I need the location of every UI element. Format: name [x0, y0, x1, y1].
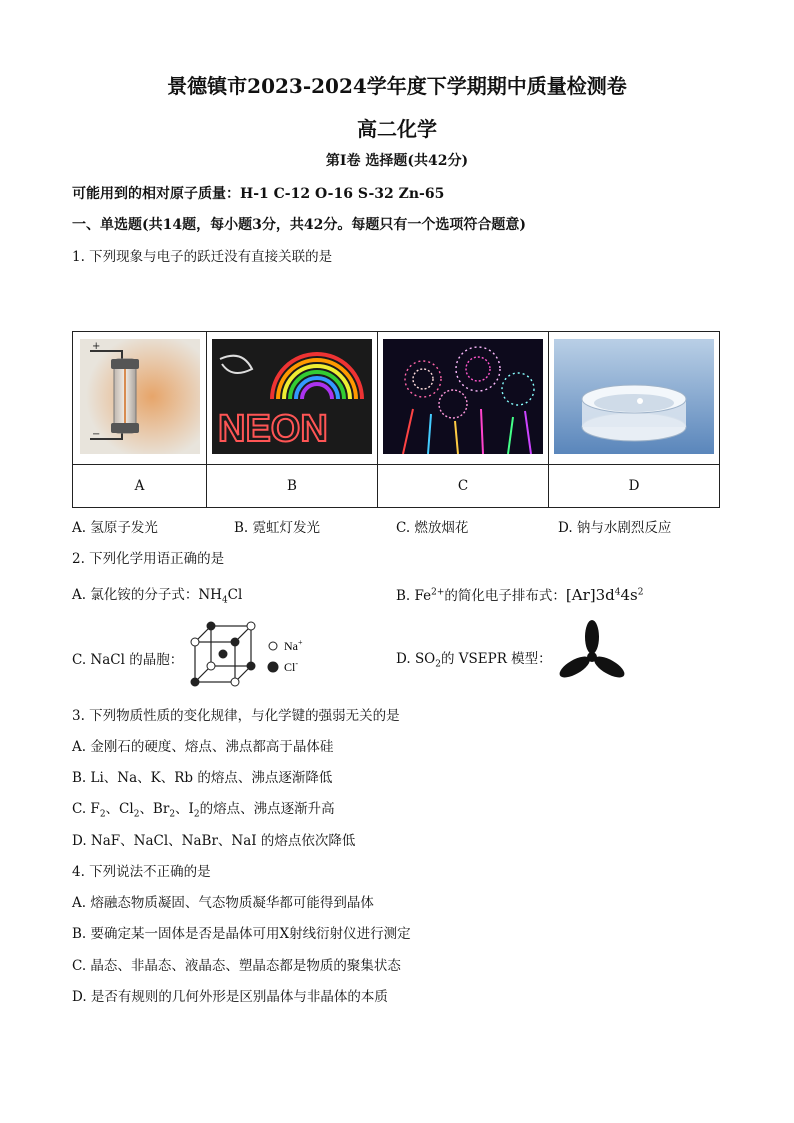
svg-text:+: +: [91, 340, 100, 352]
q1-option-c: C. 燃放烟花: [396, 520, 469, 536]
hydrogen-tube-image: [80, 339, 200, 454]
fireworks-image: [383, 339, 543, 454]
q3-c-tail: 的熔点、沸点逐渐升高: [199, 801, 335, 817]
q4-option-c: C. 晶态、非晶态、液晶态、塑晶态都是物质的聚集状态: [72, 958, 401, 974]
nacl-unit-cell-diagram: [185, 620, 310, 690]
q3-c-sub2: 2: [133, 809, 140, 820]
q4-option-b: B. 要确定某一固体是否是晶体可用X射线衍射仪进行测定: [72, 926, 411, 942]
q3-c-br: 、Br: [139, 801, 170, 817]
q1-image-b: [207, 332, 378, 465]
q3-option-d: D. NaF、NaCl、NaBr、NaI 的熔点依次降低: [72, 833, 356, 849]
q2-d-prefix: D.: [396, 651, 415, 667]
q1-label-c: C: [378, 465, 549, 508]
q2-b-config-sup2: 2: [637, 587, 644, 598]
q3-c-sub3: 2: [169, 809, 176, 820]
q1-label-b: B: [207, 465, 378, 508]
q3-c-cl: 、Cl: [105, 801, 134, 817]
q1-stem: 1. 下列现象与电子的跃迁没有直接关联的是: [72, 249, 333, 265]
q1-image-table: [72, 331, 720, 508]
q2-a-prefix: A. 氯化铵的分子式：: [72, 587, 199, 603]
q1-image-d: [549, 332, 720, 465]
q1-label-d: D: [549, 465, 720, 508]
q2-a-formula: NH: [198, 587, 222, 603]
water-dish-image: [554, 339, 714, 454]
q1-image-c: [378, 332, 549, 465]
q3-c-f: C. F: [72, 801, 100, 817]
part-heading: 一、单选题(共14题，每小题3分，共42分。每题只有一个选项符合题意): [72, 217, 526, 233]
q3-c-sub1: 2: [99, 809, 106, 820]
q1-option-b: B. 霓虹灯发光: [234, 520, 321, 536]
q1-option-d: D. 钠与水剧烈反应: [558, 520, 672, 536]
legend-cl: Cl: [284, 660, 296, 674]
q2-d-mol: SO: [414, 651, 436, 667]
q4-stem: 4. 下列说法不正确的是: [72, 864, 211, 880]
exam-title: 景德镇市2023-2024学年度下学期期中质量检测卷: [167, 74, 627, 98]
q4-option-a: A. 熔融态物质凝固、气态物质凝华都可能得到晶体: [72, 895, 374, 911]
q2-b-ion-charge: 2+: [431, 587, 445, 598]
q2-option-c-text: C. NaCl 的晶胞：: [72, 652, 184, 668]
legend-na-charge: +: [298, 638, 303, 647]
q2-b-prefix: B.: [396, 588, 415, 604]
legend-na: Na: [284, 639, 298, 653]
q2-b-config-mid: 4s: [620, 586, 638, 604]
q2-option-a: [72, 583, 242, 606]
q1-label-a: A: [73, 465, 207, 508]
q2-b-config-sup1: 4: [614, 587, 621, 598]
q3-c-i: 、I: [175, 801, 194, 817]
legend-cl-charge: -: [295, 659, 299, 668]
q4-option-d: D. 是否有规则的几何外形是区别晶体与非晶体的本质: [72, 989, 388, 1005]
q2-d-mol-sub: 2: [435, 659, 441, 670]
q2-stem: 2. 下列化学用语正确的是: [72, 551, 225, 567]
section-heading: 第Ⅰ卷 选择题(共42分): [325, 153, 469, 169]
q2-option-b: [396, 584, 644, 604]
q3-option-a: A. 金刚石的硬度、熔点、沸点都高于晶体硅: [72, 739, 334, 755]
neon-sign-image: [212, 339, 372, 454]
vsepr-model-diagram: [552, 617, 634, 693]
svg-text:Na+: [284, 638, 303, 653]
q1-option-a: A. 氢原子发光: [72, 520, 158, 536]
q2-a-sub: 4: [221, 595, 228, 606]
neon-text: NEON: [218, 407, 328, 450]
q2-d-text: 的 VSEPR 模型：: [441, 651, 552, 667]
atomic-mass-line: 可能用到的相对原子质量：H-1 C-12 O-16 S-32 Zn-65: [72, 186, 445, 202]
q2-option-d: [396, 647, 552, 670]
q2-a-tail: Cl: [227, 587, 243, 603]
svg-text:−: −: [91, 428, 100, 440]
q2-b-text: 的简化电子排布式：: [444, 588, 566, 604]
svg-text:Cl-: [284, 659, 298, 674]
exam-subtitle: 高二化学: [357, 117, 437, 141]
q3-option-c: [72, 797, 335, 820]
q3-stem: 3. 下列物质性质的变化规律，与化学键的强弱无关的是: [72, 708, 400, 724]
q1-image-a: [73, 332, 207, 465]
q3-option-b: B. Li、Na、K、Rb 的熔点、沸点逐渐降低: [72, 770, 333, 786]
q3-c-sub4: 2: [193, 809, 200, 820]
q2-b-config: [Ar]3d: [565, 586, 615, 604]
q2-b-ion: Fe: [414, 588, 432, 604]
